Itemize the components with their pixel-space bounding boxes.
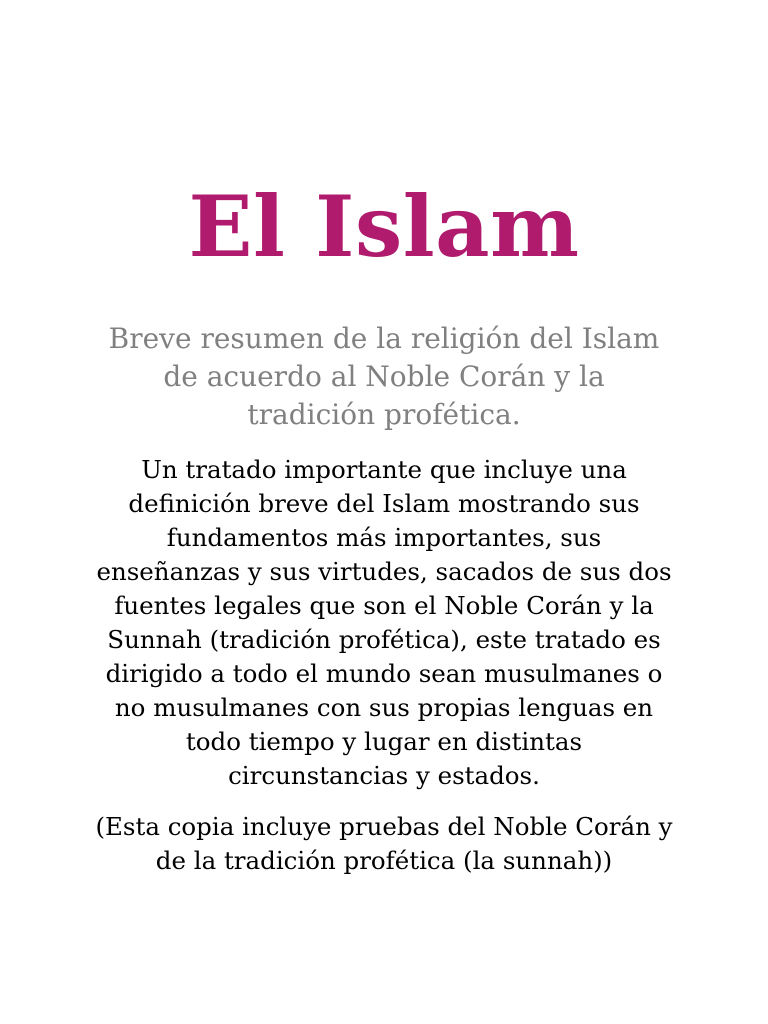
note-line: de la tradición profética (la sunnah)) [155, 846, 613, 875]
edition-note [40, 810, 728, 878]
subtitle-line: de acuerdo al Noble Corán y la [163, 360, 605, 393]
description-line: fundamentos más importantes, sus [166, 523, 602, 552]
description-paragraph [40, 453, 728, 793]
description-line: fuentes legales que son el Noble Corán y la [114, 591, 654, 620]
subtitle-line: tradición profética. [247, 398, 521, 431]
subtitle [60, 320, 708, 434]
description-line: no musulmanes con sus propias lenguas en [114, 693, 654, 722]
description-line: todo tiempo y lugar en distintas [185, 727, 583, 756]
description-line: circunstancias y estados. [228, 761, 540, 790]
description-line: Sunnah (tradición profética), este tratado es [107, 625, 661, 654]
description-line: enseñanzas y sus virtudes, sacados de sus dos [96, 557, 672, 586]
description-line: definición breve del Islam mostrando sus [128, 489, 640, 518]
page-title: El Islam [188, 177, 580, 276]
description-line: dirigido a todo el mundo sean musulmanes o [105, 659, 663, 688]
description-line: Un tratado importante que incluye una [141, 455, 627, 484]
subtitle-line: Breve resumen de la religión del Islam [108, 322, 660, 355]
note-line: (Esta copia incluye pruebas del Noble Corán y [95, 812, 673, 841]
